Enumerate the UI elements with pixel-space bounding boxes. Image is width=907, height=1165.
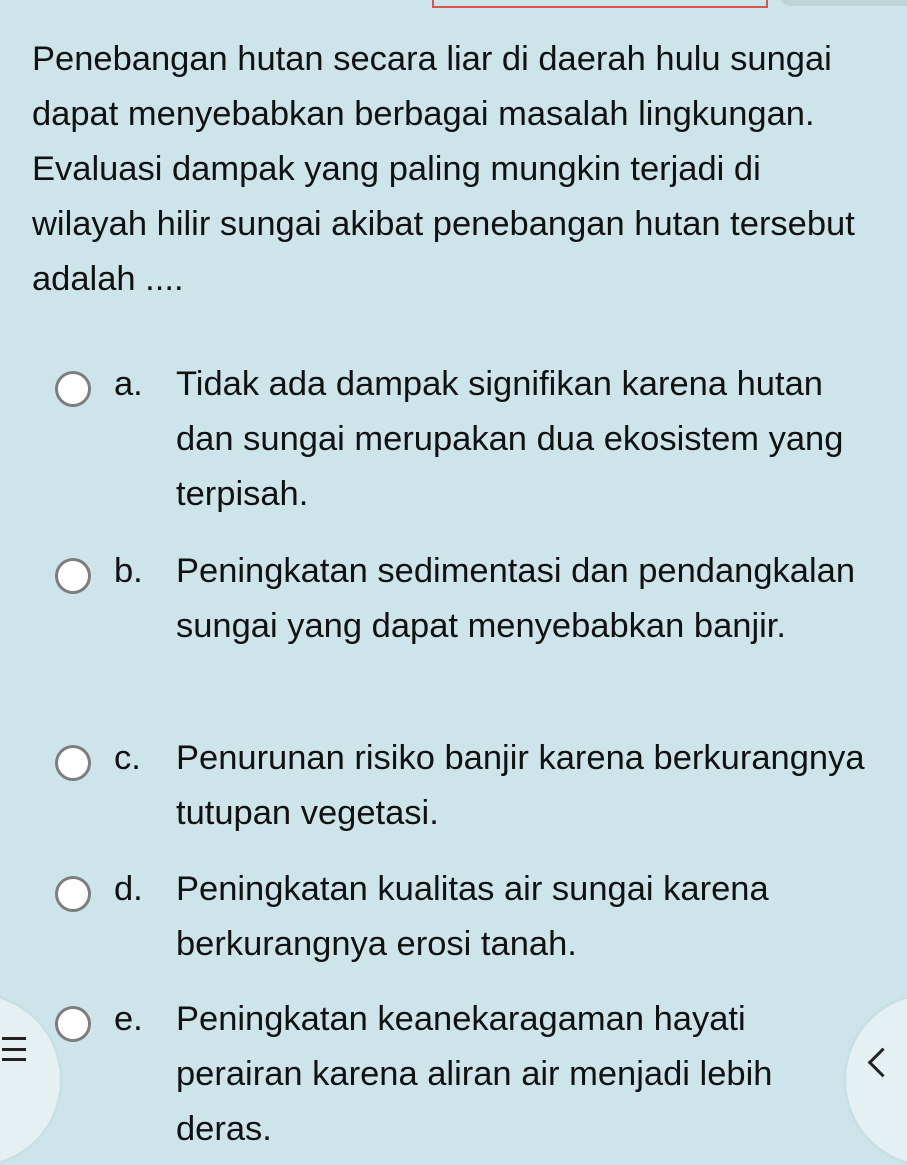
radio-unselected-icon[interactable]: [55, 1006, 91, 1042]
option-text: Penurunan risiko banjir karena berkurangnya tutupan vegetasi.: [176, 739, 865, 832]
top-pill: [780, 0, 907, 6]
top-tab-outline: [432, 0, 768, 8]
radio-unselected-icon[interactable]: [55, 371, 91, 407]
option-c[interactable]: [55, 731, 875, 841]
option-d[interactable]: [55, 862, 875, 972]
option-text: Peningkatan keanekaragaman hayati perairan karena aliran air menjadi lebih deras.: [176, 1000, 773, 1148]
option-text: Peningkatan sedimentasi dan pendangkalan sungai yang dapat menyebabkan banjir.: [176, 552, 856, 645]
radio-unselected-icon[interactable]: [55, 558, 91, 594]
option-text: Tidak ada dampak signifikan karena hutan dan sungai merupakan dua ekosistem yang terpisah.: [176, 365, 844, 513]
question-text: Penebangan hutan secara liar di daerah hulu sungai dapat menyebabkan berbagai masalah lingkungan. Evaluasi dampak yang paling mungkin terjadi di wilayah hilir sungai akibat penebangan hutan tersebut adalah ....: [32, 40, 855, 298]
option-e[interactable]: [55, 992, 875, 1157]
option-letter: c.: [114, 739, 141, 777]
option-b[interactable]: [55, 544, 875, 654]
option-letter: d.: [114, 870, 143, 908]
option-letter: b.: [114, 552, 143, 590]
option-letter: e.: [114, 1000, 143, 1038]
option-a[interactable]: [55, 357, 875, 522]
option-text: Peningkatan kualitas air sungai karena berkurangnya erosi tanah.: [176, 870, 769, 963]
menu-button[interactable]: [0, 995, 60, 1165]
menu-icon[interactable]: [2, 1037, 26, 1061]
radio-unselected-icon[interactable]: [55, 876, 91, 912]
radio-unselected-icon[interactable]: [55, 745, 91, 781]
option-letter: a.: [114, 365, 143, 403]
